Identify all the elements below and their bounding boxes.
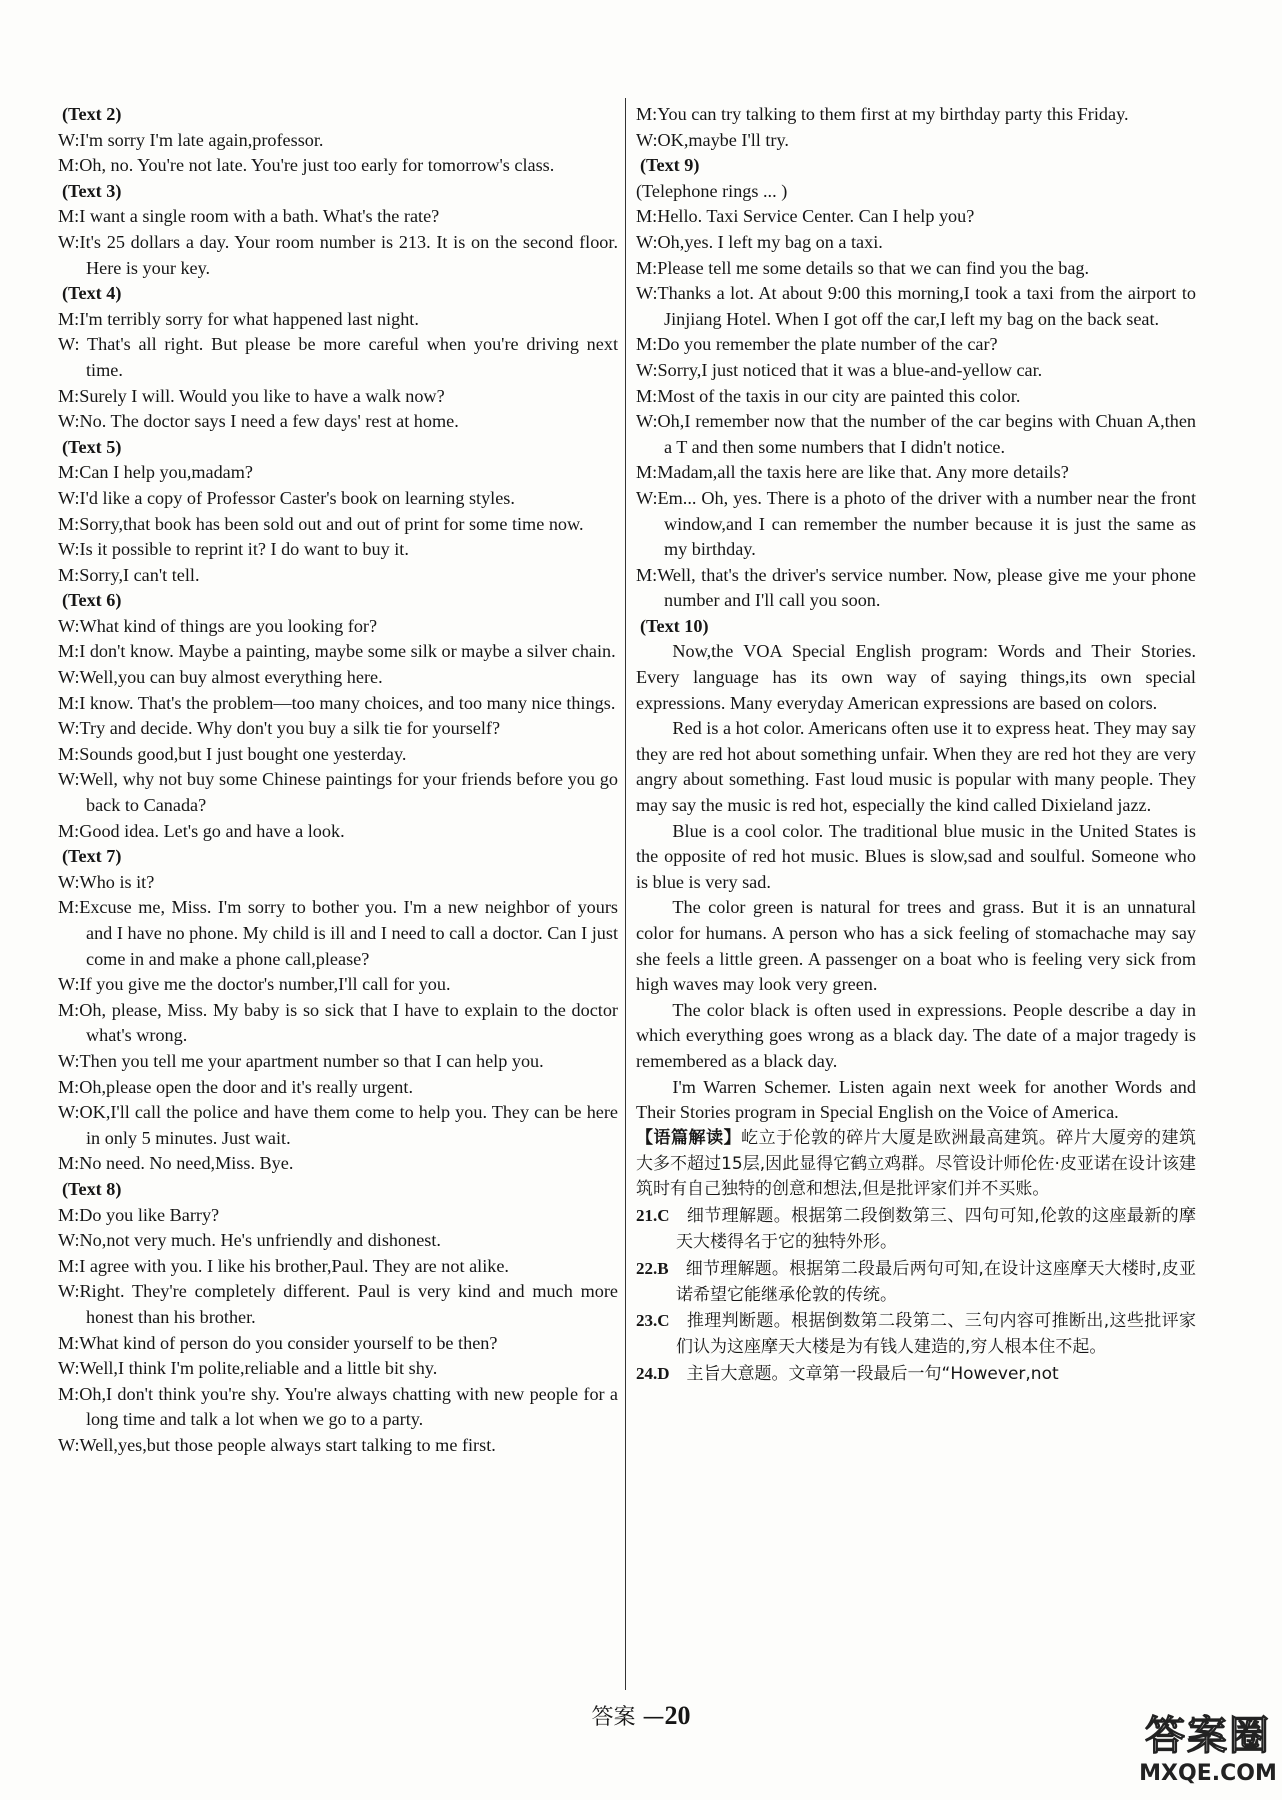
dialogue-line: M:I agree with you. I like his brother,Paul. They are not alike. — [58, 1255, 509, 1276]
answer-explanation: 推理判断题。根据倒数第二段第二、三句内容可推断出,这些批评家们认为这座摩天大楼是为有钱人建造的,穷人根本住不起。 — [676, 1311, 1196, 1358]
section-heading: (Text 9) — [640, 155, 700, 176]
dialogue-line: M:I'm terribly sorry for what happened last night. — [58, 308, 419, 329]
answer-number: 23.C — [636, 1311, 670, 1331]
dialogue-line: M:Sounds good,but I just bought one yesterday. — [58, 743, 407, 764]
text-paragraph: Red is a hot color. Americans often use it to express heat. They may say they are red hot about something unfair. When they are red hot they are very angry about something. Fast loud music is popular with many people. They may say the music is red hot, especially the kind called Dixieland jazz. — [636, 718, 1196, 816]
answer-explanation: 主旨大意题。文章第一段最后一句“However,not — [686, 1363, 1059, 1384]
dialogue-line: W:Right. They're completely different. Paul is very kind and much more honest than his brother. — [58, 1281, 618, 1327]
footer-label: 答案 — — [591, 1705, 665, 1730]
text-paragraph: The color black is often used in expressions. People describe a day in which everything goes wrong as a black day. The date of a major tragedy is remembered as a black day. — [636, 999, 1196, 1071]
text-paragraph: Blue is a cool color. The traditional blue music in the United States is the opposite of red hot music. Blues is slow,sad and soulful. Someone who is blue is very sad. — [636, 820, 1196, 892]
column-divider — [625, 98, 626, 1690]
watermark — [1138, 1704, 1278, 1796]
watermark-url: MXQE.COM — [1139, 1761, 1277, 1786]
section-heading: (Text 6) — [62, 590, 122, 611]
dialogue-line: W:Oh,I remember now that the number of the car begins with Chuan A,then a T and then some numbers that I didn't notice. — [636, 411, 1196, 457]
answer-item — [636, 1361, 1196, 1388]
answer-item — [636, 1256, 1196, 1309]
dialogue-line: W:Try and decide. Why don't you buy a silk tie for yourself? — [58, 718, 501, 739]
text-paragraph: I'm Warren Schemer. Listen again next week for another Words and Their Stories program in Special English on the Voice of America. — [636, 1076, 1196, 1123]
section-heading: (Text 7) — [62, 846, 122, 867]
dialogue-line: M:Madam,all the taxis here are like that. Any more details? — [636, 462, 1069, 483]
dialogue-line: W:Is it possible to reprint it? I do want to buy it. — [58, 539, 409, 560]
dialogue-line: W:OK,I'll call the police and have them come to help you. They can be here in only 5 minutes. Just wait. — [58, 1102, 618, 1148]
dialogue-line: M:Do you like Barry? — [58, 1204, 220, 1225]
dialogue-line: W:Who is it? — [58, 871, 155, 892]
dialogue-line: W:Oh,yes. I left my bag on a taxi. — [636, 231, 883, 252]
dialogue-line: W:No,not very much. He's unfriendly and dishonest. — [58, 1230, 441, 1251]
dialogue-line: M:Sorry,that book has been sold out and out of print for some time now. — [58, 513, 584, 534]
dialogue-line: W:What kind of things are you looking for? — [58, 615, 378, 636]
dialogue-line: W:Well, why not buy some Chinese paintings for your friends before you go back to Canada? — [58, 769, 618, 816]
dialogue-line: W:Well,you can buy almost everything here. — [58, 667, 383, 688]
section-heading: (Text 10) — [640, 615, 709, 636]
answer-item — [636, 1308, 1196, 1361]
dialogue-line: M:Do you remember the plate number of the car? — [636, 334, 998, 355]
dialogue-line: M:Sorry,I can't tell. — [58, 564, 200, 585]
text-paragraph: The color green is natural for trees and grass. But it is an unnatural color for humans. A person who has a sick feeling of stomachache may say she feels a little green. A passenger on a boat who is feeling very sick from high waves may look very green. — [636, 897, 1196, 995]
answer-explanation: 细节理解题。根据第二段最后两句可知,在设计这座摩天大楼时,皮亚诺希望它能继承伦敦的传统。 — [676, 1258, 1196, 1305]
dialogue-line: M:No need. No need,Miss. Bye. — [58, 1153, 294, 1174]
dialogue-line: M:You can try talking to them first at my birthday party this Friday. — [636, 104, 1129, 124]
answer-item — [636, 1203, 1196, 1256]
section-heading: (Text 4) — [62, 283, 122, 304]
dialogue-line: M:Please tell me some details so that we can find you the bag. — [636, 257, 1090, 278]
dialogue-line: W:I'm sorry I'm late again,professor. — [58, 129, 324, 150]
dialogue-line: M:Oh, no. You're not late. You're just too early for tomorrow's class. — [58, 155, 555, 176]
dialogue-line: W:Well,yes,but those people always start talking to me first. — [58, 1434, 496, 1455]
page-number: 20 — [664, 1701, 691, 1730]
dialogue-line: M:I know. That's the problem—too many choices, and too many nice things. — [58, 692, 616, 713]
dialogue-line: M:Oh,I don't think you're shy. You're always chatting with new people for a long time and talk a lot when we go to a party. — [58, 1383, 618, 1430]
section-heading: (Text 8) — [62, 1178, 122, 1199]
section-heading: (Text 5) — [62, 436, 122, 457]
dialogue-line: M:Oh, please, Miss. My baby is so sick that I have to explain to the doctor what's wrong. — [58, 999, 618, 1046]
dialogue-line: M:Well, that's the driver's service number. Now, please give me your phone number and I'll call you soon. — [636, 564, 1196, 611]
dialogue-line: W:Then you tell me your apartment number so that I can help you. — [58, 1050, 544, 1071]
text-paragraph: Now,the VOA Special English program: Words and Their Stories. Every language has its own way of saying things,its own special expressions. Many everyday American expressions are based on colors. — [636, 641, 1196, 713]
answer-explanation: 细节理解题。根据第二段倒数第三、四句可知,伦敦的这座最新的摩天大楼得名于它的独特外形。 — [676, 1206, 1196, 1252]
passage-analysis — [636, 1126, 1196, 1203]
dialogue-line: M:Excuse me, Miss. I'm sorry to bother you. I'm a new neighbor of yours and I have no phone. My child is ill and I need to call a doctor. Can I just come in and make a phone call,please? — [58, 897, 618, 969]
section-heading: (Text 3) — [62, 180, 122, 201]
dialogue-line: M:I want a single room with a bath. What's the rate? — [58, 206, 440, 227]
answer-number: 24.D — [636, 1363, 670, 1383]
page-footer — [0, 1700, 1282, 1731]
analysis-text: 屹立于伦敦的碎片大厦是欧洲最高建筑。碎片大厦旁的建筑大多不超过15层,因此显得它鹤立鸡群。尽管设计师伦佐·皮亚诺在设计该建筑时有自己独特的创意和想法,但是批评家们并不买账。 — [636, 1127, 1197, 1200]
watermark-logo: 答案圈 — [1145, 1713, 1271, 1759]
dialogue-line: W:If you give me the doctor's number,I'll call for you. — [58, 974, 451, 995]
dialogue-line: W:I'd like a copy of Professor Caster's book on learning styles. — [58, 487, 515, 508]
answer-list — [636, 1203, 1196, 1388]
dialogue-line: W:OK,maybe I'll try. — [636, 129, 789, 150]
dialogue-line: M:I don't know. Maybe a painting, maybe some silk or maybe a silver chain. — [58, 641, 616, 662]
right-dialogue — [636, 102, 1196, 1126]
dialogue-line: M:Oh,please open the door and it's really urgent. — [58, 1076, 413, 1097]
answer-number: 22.B — [636, 1258, 669, 1278]
dialogue-line: M:Can I help you,madam? — [58, 462, 253, 483]
dialogue-line: M:What kind of person do you consider yourself to be then? — [58, 1332, 498, 1353]
dialogue-line: M:Hello. Taxi Service Center. Can I help you? — [636, 206, 975, 227]
dialogue-line: W:Thanks a lot. At about 9:00 this morning,I took a taxi from the airport to Jinjiang Hotel. When I got off the car,I left my bag on the back seat. — [636, 283, 1196, 329]
left-column — [58, 102, 618, 1458]
dialogue-line: M:Surely I will. Would you like to have a walk now? — [58, 385, 445, 406]
dialogue-line: W:It's 25 dollars a day. Your room number is 213. It is on the second floor. Here is your key. — [58, 231, 618, 278]
dialogue-line: W:Sorry,I just noticed that it was a blue-and-yellow car. — [636, 359, 1043, 380]
dialogue-line: M:Most of the taxis in our city are painted this color. — [636, 385, 1021, 406]
dialogue-line: (Telephone rings ... ) — [636, 180, 788, 201]
section-heading: (Text 2) — [62, 104, 122, 124]
dialogue-line: W:No. The doctor says I need a few days' rest at home. — [58, 411, 459, 432]
right-column — [636, 102, 1196, 1388]
dialogue-line: W:Em... Oh, yes. There is a photo of the driver with a number near the front window,and I can remember the number because it is just the same as my birthday. — [636, 487, 1196, 560]
dialogue-line: W: That's all right. But please be more careful when you're driving next time. — [58, 334, 618, 380]
dialogue-line: W:Well,I think I'm polite,reliable and a little bit shy. — [58, 1358, 438, 1379]
answer-number: 21.C — [636, 1206, 670, 1226]
analysis-tag: 【语篇解读】 — [636, 1127, 742, 1148]
dialogue-line: M:Good idea. Let's go and have a look. — [58, 820, 345, 841]
